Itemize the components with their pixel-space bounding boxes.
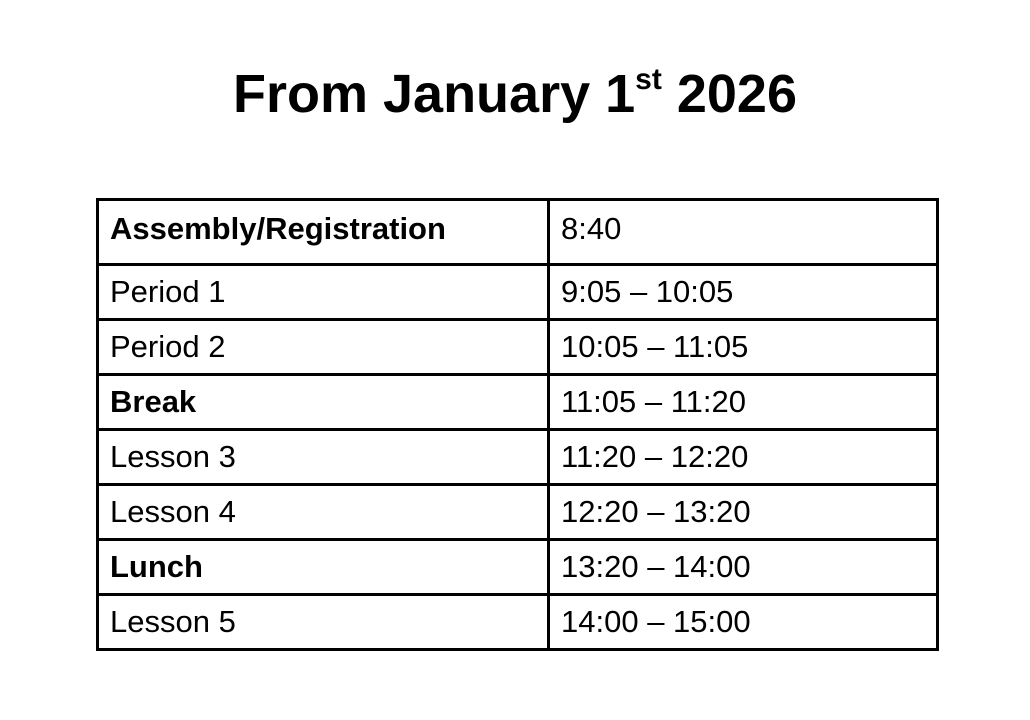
page-title [0, 58, 1030, 130]
session-name: Lesson 5 [98, 595, 549, 650]
session-time: 8:40 [549, 200, 938, 265]
table-row [98, 200, 938, 265]
session-time: 11:05 – 11:20 [549, 375, 938, 430]
session-name: Lesson 4 [98, 485, 549, 540]
session-name: Period 2 [98, 320, 549, 375]
session-name: Period 1 [98, 265, 549, 320]
table-row [98, 430, 938, 485]
title-superscript: st [635, 63, 662, 96]
session-time: 9:05 – 10:05 [549, 265, 938, 320]
session-name: Lunch [98, 540, 549, 595]
session-name: Assembly/Registration [98, 200, 549, 265]
session-time: 10:05 – 11:05 [549, 320, 938, 375]
table-row [98, 375, 938, 430]
table-row [98, 265, 938, 320]
timetable [96, 198, 939, 651]
session-name: Lesson 3 [98, 430, 549, 485]
table-row [98, 485, 938, 540]
session-name: Break [98, 375, 549, 430]
session-time: 11:20 – 12:20 [549, 430, 938, 485]
title-text: From January 1 [233, 64, 636, 124]
table-row [98, 320, 938, 375]
table-row [98, 595, 938, 650]
table-row [98, 540, 938, 595]
session-time: 12:20 – 13:20 [549, 485, 938, 540]
title-year: 2026 [661, 64, 797, 124]
session-time: 14:00 – 15:00 [549, 595, 938, 650]
session-time: 13:20 – 14:00 [549, 540, 938, 595]
